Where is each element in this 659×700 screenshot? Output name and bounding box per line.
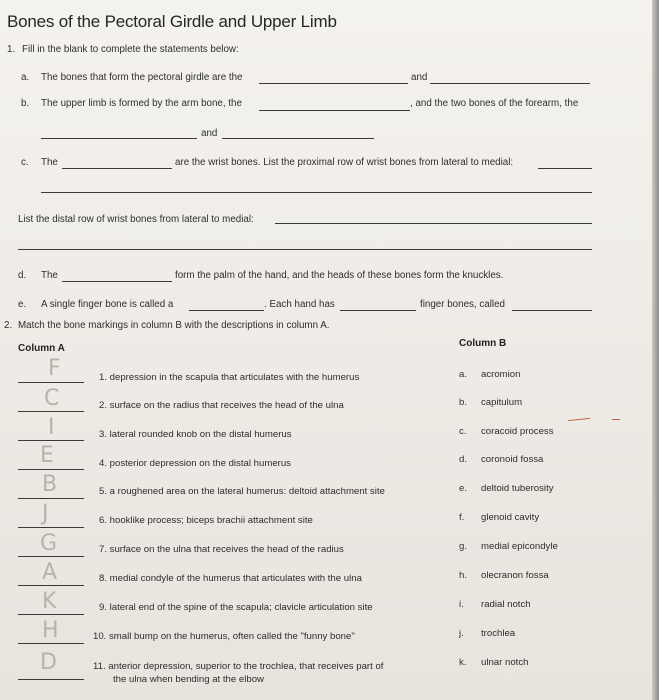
column-b-letter: k. [459,657,467,668]
handwritten-answer: G [40,531,58,556]
column-b-letter: b. [459,397,468,408]
handwritten-answer: A [42,560,58,585]
handwritten-answer: I [48,415,55,440]
handwritten-answer: D [40,650,57,675]
q1c-blank-3[interactable] [41,192,592,193]
column-a-header: Column A [18,343,65,354]
q1a-letter: a. [21,72,30,83]
q1d-text: form the palm of the hand, and the heads of these bones form the knuckles. [175,270,504,281]
q1e-text-1: A single finger bone is called a [41,299,174,310]
q1a-and: and [411,72,428,83]
pen-mark [612,419,620,420]
answer-blank[interactable] [18,498,84,499]
column-a-item: 2. surface on the radius that receives the head of the ulna [99,400,344,411]
handwritten-answer: F [48,356,61,381]
column-b-term: acromion [481,369,521,380]
q1a-blank-2[interactable] [430,83,590,84]
column-b-letter: h. [459,570,468,581]
answer-blank[interactable] [18,679,84,680]
column-a-item: 1. depression in the scapula that articulates with the humerus [99,372,360,383]
q1-distal-blank-1[interactable] [275,223,592,224]
column-b-letter: d. [459,454,468,465]
q1e-text-3: finger bones, called [420,299,505,310]
q1c-blank-1[interactable] [62,168,172,169]
q1e-blank-3[interactable] [512,310,592,311]
q1c-blank-2[interactable] [538,168,592,169]
q1b-text: The upper limb is formed by the arm bone, the [41,98,242,109]
column-a-item: 5. a roughened area on the lateral humerus: deltoid attachment site [99,486,385,497]
answer-blank[interactable] [18,614,84,615]
handwritten-answer: J [42,501,49,526]
q1c-letter: c. [21,157,29,168]
page-edge-shadow [652,0,659,700]
handwritten-answer: B [42,472,58,497]
column-a-item: 4. posterior depression on the distal humerus [99,458,291,469]
q1b-blank-1[interactable] [259,110,410,111]
column-b-term: deltoid tuberosity [481,483,554,494]
q1e-blank-2[interactable] [340,310,416,311]
q1e-letter: e. [18,299,27,310]
column-b-term: trochlea [481,628,516,639]
column-b-term: capitulum [481,397,523,408]
column-b-letter: f. [459,512,465,523]
column-a-item-continued: the ulna when bending at the elbow [113,674,264,685]
column-b-letter: a. [459,369,468,380]
q1b-tail: , and the two bones of the forearm, the [410,98,579,109]
column-b-term: coracoid process [481,426,554,437]
q1b-blank-3[interactable] [222,138,374,139]
answer-blank[interactable] [18,585,84,586]
column-b-term: coronoid fossa [481,454,544,465]
answer-blank[interactable] [18,643,84,644]
column-a-item: 10. small bump on the humerus, often called the "funny bone" [93,631,355,642]
answer-blank[interactable] [18,411,84,412]
answer-blank[interactable] [18,556,84,557]
q1c-the: The [41,157,58,168]
q1c-text: are the wrist bones. List the proximal row of wrist bones from lateral to medial: [175,157,514,168]
q1-distal-blank-2[interactable] [18,249,592,250]
column-a-item: 6. hooklike process; biceps brachii attachment site [99,515,313,526]
q1a-blank-1[interactable] [259,83,408,84]
answer-blank[interactable] [18,527,84,528]
q2-prompt: Match the bone markings in column B with the descriptions in column A. [18,320,330,331]
q1e-text-2: . Each hand has [264,299,335,310]
q1a-text: The bones that form the pectoral girdle are the [41,72,243,83]
column-b-letter: c. [459,426,467,437]
column-a-item: 11. anterior depression, superior to the trochlea, that receives part of [93,661,384,672]
q1d-blank[interactable] [62,281,172,282]
pen-mark [568,418,590,421]
column-b-term: ulnar notch [481,657,529,668]
column-b-term: glenoid cavity [481,512,540,523]
column-a-item: 8. medial condyle of the humerus that articulates with the ulna [99,573,362,584]
column-a-item: 3. lateral rounded knob on the distal humerus [99,429,292,440]
column-b-letter: i. [459,599,464,610]
answer-blank[interactable] [18,469,84,470]
q2-number: 2. [4,320,13,331]
handwritten-answer: E [40,443,54,468]
answer-blank[interactable] [18,440,84,441]
q1-prompt: Fill in the blank to complete the statements below: [22,44,239,55]
q1b-blank-2[interactable] [41,138,197,139]
column-b-term: medial epicondyle [481,541,558,552]
column-a-item: 7. surface on the ulna that receives the head of the radius [99,544,344,555]
column-b-term: radial notch [481,599,531,610]
q1d-the: The [41,270,58,281]
q1b-and: and [201,128,218,139]
handwritten-answer: K [42,589,57,614]
column-b-letter: j. [459,628,464,639]
q1-number: 1. [7,44,16,55]
handwritten-answer: H [42,618,59,643]
handwritten-answer: C [44,386,60,411]
q1b-letter: b. [21,98,30,109]
q1e-blank-1[interactable] [189,310,264,311]
column-b-header: Column B [459,338,507,349]
column-b-letter: g. [459,541,468,552]
q1d-letter: d. [18,270,27,281]
q1-distal-text: List the distal row of wrist bones from lateral to medial: [18,214,254,225]
column-a-item: 9. lateral end of the spine of the scapula; clavicle articulation site [99,602,373,613]
column-b-letter: e. [459,483,468,494]
column-b-term: olecranon fossa [481,570,549,581]
page-title: Bones of the Pectoral Girdle and Upper Limb [7,12,337,31]
answer-blank[interactable] [18,382,84,383]
